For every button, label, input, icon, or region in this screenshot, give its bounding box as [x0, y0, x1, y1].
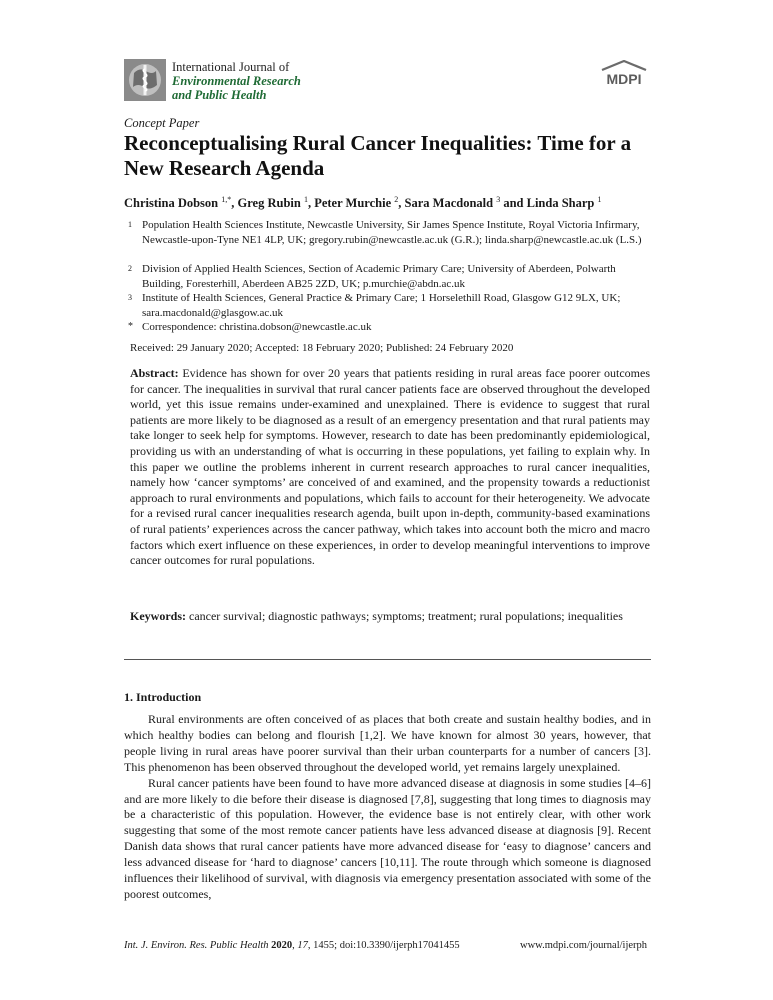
divider	[124, 659, 651, 660]
keywords-text: cancer survival; diagnostic pathways; symptoms; treatment; rural populations; inequalities	[189, 609, 623, 623]
author-affiliation-mark: 1	[303, 195, 308, 204]
journal-name-line2: Environmental Research	[172, 74, 301, 88]
journal-logo	[124, 59, 166, 101]
author-name: Peter Murchie	[314, 196, 395, 211]
keywords-label: Keywords:	[130, 609, 186, 623]
abstract-text: Evidence has shown for over 20 years that patients residing in rural areas face poorer outcomes for cancer. The inequalities in survival that rural cancer patients face are observed throughout the developed world, yet this issue remains under-examined and unexplained. There is evidence to suggest that rural patients are more likely to be diagnosed as a result of an emergency presentation and that rural patients may take longer to seek help for symptoms. However, research to date has been predominantly epidemiological, providing us with an understanding of what is occurring in these populations, yet failing to explain why. In this paper we outline the problems inherent in current research approaches to rural cancer inequalities, namely how ‘cancer symptoms’ are conceived of and examined, and the propensity towards a reductionist approach to rural environments and populations, which fails to account for their heterogeneity. We advocate for a revised rural cancer inequalities research agenda, built upon in-depth, community-based examinations of rural patients’ experiences across the cancer pathway, which takes into account both the micro and macro factors which exert influence on these experiences, in order to develop meaningful interventions to improve cancer outcomes for rural populations.	[130, 366, 651, 568]
affiliation-text: Division of Applied Health Sciences, Section of Academic Primary Care; University of Aberdeen, Polwarth Building, Foresterhill, Aberdeen AB25 2ZD, UK; p.murchie@abdn.ac.uk	[142, 263, 616, 290]
journal-name-line1: International Journal of	[172, 60, 290, 74]
publisher-name: MDPI	[606, 71, 642, 87]
journal-name	[172, 60, 301, 102]
affiliation-text: Population Health Sciences Institute, Newcastle University, Sir James Spence Institute, Royal Victoria Infirmary, Newcastle-upon-Tyne NE1 4LP, UK; gregory.rubin@newcastle.ac.uk (G.R.); linda.sharp@newcastle.ac.uk (L.S.)	[142, 219, 642, 246]
author-name: Christina Dobson	[124, 196, 222, 211]
keywords	[130, 609, 650, 625]
section-heading: 1. Introduction	[124, 690, 202, 704]
author-affiliation-mark: 3	[496, 195, 501, 204]
affiliation-number: 2	[128, 264, 132, 273]
abstract	[130, 366, 650, 569]
affiliation-number: 1	[128, 220, 132, 229]
author-name: Linda Sharp	[526, 196, 598, 211]
mdpi-logo	[598, 60, 650, 92]
journal-name-line3: and Public Health	[172, 88, 267, 102]
footer-volume: 17	[297, 940, 308, 951]
footer-citation: Int. J. Environ. Res. Public Health 2020, 17, 1455; doi:10.3390/ijerph17041455	[124, 940, 460, 951]
correspondence-text: Correspondence: christina.dobson@newcastle.ac.uk	[142, 321, 372, 333]
paragraph-1: Rural environments are often conceived of as places that both create and sustain healthy bodies, and in which healthy bodies can belong and flourish [1,2]. We have known for almost 30 years, however, that people living in rural areas have poorer survival than their urban counterparts for a number of cancers [3]. This phenomenon has been observed throughout the developed world, yet remains largely unexplained.	[124, 712, 651, 774]
paragraph-2: Rural cancer patients have been found to have more advanced disease at diagnosis in some studies [4–6] and are more likely to die before their disease is diagnosed [7,8], suggesting that long times to diagnosis may be a characteristic of this population. However, the evidence base is not entirely clear, with other work suggesting that some of the most remote cancer patients have less advanced disease at diagnosis [9]. Recent Danish data shows that rural cancer patients have more advanced disease for ‘easy to diagnose’ cancers and less advanced disease for ‘hard to diagnose’ cancers [10,11]. The route through which someone is diagnosed influences their likelihood of survival, with diagnosis via emergency presentation associated with some of the poorest outcomes,	[124, 775, 651, 901]
affiliation-number: *	[128, 321, 133, 332]
footer-url[interactable]: www.mdpi.com/journal/ijerph	[520, 940, 648, 951]
author-list: Christina Dobson $^{1,*}$, Greg Rubin $^1$, Peter Murchie $^2$, Sara Macdonald $^3$ and Linda Sharp $^1$	[124, 195, 602, 211]
publication-dates: Received: 29 January 2020; Accepted: 18 February 2020; Published: 24 February 2020	[130, 342, 514, 354]
section-body	[124, 712, 651, 903]
author-affiliation-mark: 2	[394, 195, 399, 204]
affiliation-number: 3	[128, 293, 132, 302]
footer-journal: Int. J. Environ. Res. Public Health	[124, 940, 269, 951]
paper-title: Reconceptualising Rural Cancer Inequalities: Time for a New Research Agenda	[124, 131, 632, 180]
affiliation-text: Institute of Health Sciences, General Practice & Primary Care; 1 Horselethill Road, Glasgow G12 9LX, UK; sara.macdonald@glasgow.ac.uk	[142, 292, 621, 319]
footer-year: 2020	[271, 940, 293, 951]
author-affiliation-mark: 1	[597, 195, 602, 204]
author-name: Sara Macdonald	[404, 196, 497, 211]
author-affiliation-mark: 1,*	[221, 195, 232, 204]
footer-doi: , 1455; doi:10.3390/ijerph17041455	[307, 940, 460, 951]
abstract-label: Abstract:	[130, 366, 179, 380]
paper-type: Concept Paper	[124, 116, 200, 130]
author-name: Greg Rubin	[237, 196, 304, 211]
